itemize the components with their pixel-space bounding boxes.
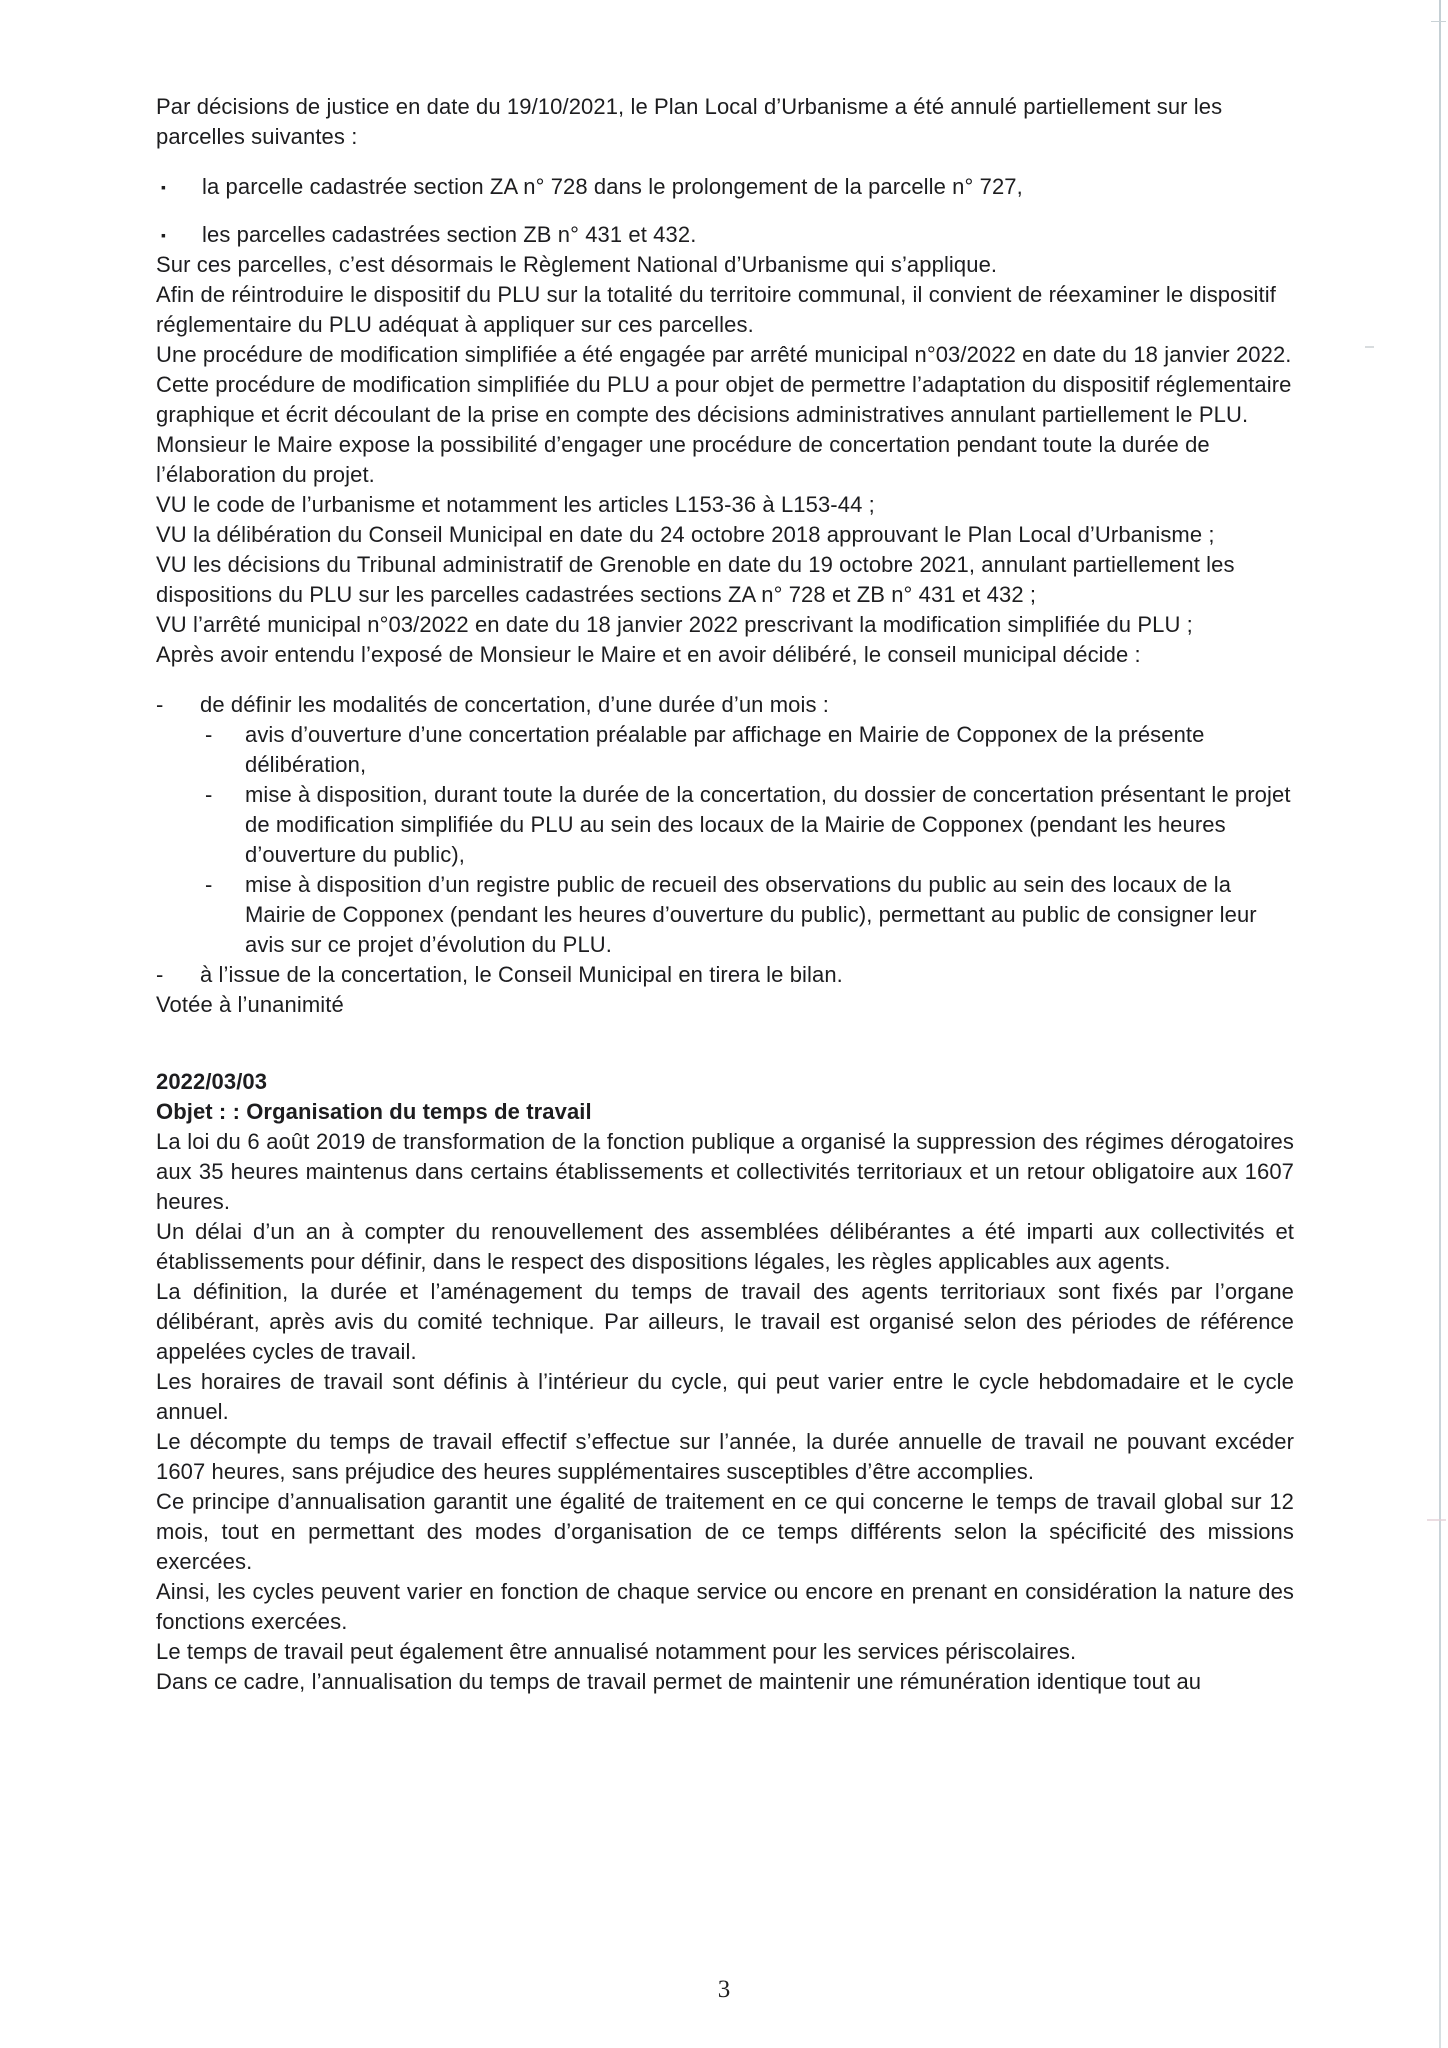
scan-artifact-vertical-line <box>1439 0 1441 2048</box>
vote-result: Votée à l’unanimité <box>156 992 344 1017</box>
list-item <box>156 172 1294 202</box>
vu-clause: VU la délibération du Conseil Municipal en date du 24 octobre 2018 approuvant le Plan Local d’Urbanisme ; <box>156 522 1215 547</box>
parcel-bullet-list <box>156 172 1294 250</box>
deliberation-reference: 2022/03/03 <box>156 1069 268 1094</box>
scan-artifact-tick <box>1431 21 1446 22</box>
list-item-text: la parcelle cadastrée section ZA n° 728 dans le prolongement de la parcelle n° 727, <box>202 174 1023 199</box>
scan-artifact-smudge <box>1365 346 1374 348</box>
paragraph-expose: Monsieur le Maire expose la possibilité d’engager une procédure de concertation pendant toute la durée de l’élaboration du projet. <box>156 432 1210 487</box>
decision-sublist <box>205 720 1294 960</box>
paragraph: Le temps de travail peut également être annualisé notamment pour les services périscolaires. <box>156 1639 1077 1664</box>
decision-subitem <box>205 720 1294 780</box>
dash-marker: - <box>156 692 164 717</box>
list-item <box>156 220 1294 250</box>
decision-list <box>156 690 1294 990</box>
paragraph: Afin de réintroduire le dispositif du PLU sur la totalité du territoire communal, il convient de réexaminer le dispositif réglementaire du PLU adéquat à appliquer sur ces parcelles. <box>156 282 1276 337</box>
paragraph: La définition, la durée et l’aménagement du temps de travail des agents territoriaux sont fixés par l’organe délibérant, après avis du comité technique. Par ailleurs, le travail est organisé selon des périodes de référence appelées cycles de travail. <box>156 1279 1294 1364</box>
dash-marker: - <box>156 962 164 987</box>
paragraph: Un délai d’un an à compter du renouvellement des assemblées délibérantes a été imparti aux collectivités et établissements pour définir, dans le respect des dispositions légales, les règles applicables aux agents. <box>156 1219 1294 1274</box>
decision-subitem-text: mise à disposition d’un registre public de recueil des observations du public au sein des locaux de la Mairie de Copponex (pendant les heures d’ouverture du public), permettant au public de consigner leur avis sur ce projet d’évolution du PLU. <box>245 872 1257 957</box>
vu-clause: VU le code de l’urbanisme et notamment les articles L153-36 à L153-44 ; <box>156 492 875 517</box>
dash-marker: - <box>205 872 213 897</box>
decision-item <box>156 960 1294 990</box>
decision-intro: Après avoir entendu l’exposé de Monsieur le Maire et en avoir délibéré, le conseil municipal décide : <box>156 642 1141 667</box>
paragraph: Le décompte du temps de travail effectif s’effectue sur l’année, la durée annuelle de travail ne pouvant excéder 1607 heures, sans préjudice des heures supplémentaires susceptibles d’être accomplies. <box>156 1429 1294 1484</box>
decision-subitem <box>205 870 1294 960</box>
decision-item-text: à l’issue de la concertation, le Conseil Municipal en tirera le bilan. <box>200 962 843 987</box>
paragraph: Les horaires de travail sont définis à l’intérieur du cycle, qui peut varier entre le cycle hebdomadaire et le cycle annuel. <box>156 1369 1294 1424</box>
list-item-text: les parcelles cadastrées section ZB n° 431 et 432. <box>202 222 697 247</box>
deliberation-subject: Objet : : Organisation du temps de travail <box>156 1099 592 1124</box>
square-bullet-icon: ▪ <box>161 227 167 243</box>
paragraph: Dans ce cadre, l’annualisation du temps de travail permet de maintenir une rémunération identique tout au <box>156 1669 1202 1694</box>
paragraph-intro: Par décisions de justice en date du 19/10/2021, le Plan Local d’Urbanisme a été annulé partiellement sur les parcelles suivantes : <box>156 94 1223 149</box>
paragraph: La loi du 6 août 2019 de transformation de la fonction publique a organisé la suppression des régimes dérogatoires aux 35 heures maintenus dans certains établissements et collectivités territoriaux et un retour obligatoire aux 1607 heures. <box>156 1129 1294 1214</box>
vu-clause: VU les décisions du Tribunal administratif de Grenoble en date du 19 octobre 2021, annulant partiellement les dispositions du PLU sur les parcelles cadastrées sections ZA n° 728 et ZB n° 431 et 432 ; <box>156 552 1235 607</box>
decision-subitem <box>205 780 1294 870</box>
page-number: 3 <box>717 1976 731 2003</box>
paragraph: Sur ces parcelles, c’est désormais le Règlement National d’Urbanisme qui s’applique. <box>156 252 998 277</box>
decision-item-text: de définir les modalités de concertation, d’une durée d’un mois : <box>200 692 829 717</box>
decision-subitem-text: avis d’ouverture d’une concertation préalable par affichage en Mairie de Copponex de la présente délibération, <box>245 722 1205 777</box>
decision-item <box>156 690 1294 720</box>
paragraph: Une procédure de modification simplifiée a été engagée par arrêté municipal n°03/2022 en date du 18 janvier 2022. Cette procédure de modification simplifiée du PLU a pour objet de permettre l’adaptation du dispositif réglementaire graphique et écrit découlant de la prise en compte des décisions administratives annulant partiellement le PLU. <box>156 342 1292 427</box>
page-content <box>156 92 1294 1697</box>
paragraph: Ce principe d’annualisation garantit une égalité de traitement en ce qui concerne le temps de travail global sur 12 mois, tout en permettant des modes d’organisation de ce temps différents selon la spécificité des missions exercées. <box>156 1489 1294 1574</box>
dash-marker: - <box>205 722 213 747</box>
dash-marker: - <box>205 782 213 807</box>
paragraph: Ainsi, les cycles peuvent varier en fonction de chaque service ou encore en prenant en considération la nature des fonctions exercées. <box>156 1579 1294 1634</box>
decision-subitem-text: mise à disposition, durant toute la durée de la concertation, du dossier de concertation présentant le projet de modification simplifiée du PLU au sein des locaux de la Mairie de Copponex (pendant les heures d’ouverture du public), <box>245 782 1291 867</box>
deliberation-heading <box>156 1067 1294 1127</box>
scan-artifact-tick <box>1427 1519 1446 1521</box>
square-bullet-icon: ▪ <box>161 179 167 195</box>
vu-clause: VU l’arrêté municipal n°03/2022 en date du 18 janvier 2022 prescrivant la modification simplifiée du PLU ; <box>156 612 1193 637</box>
